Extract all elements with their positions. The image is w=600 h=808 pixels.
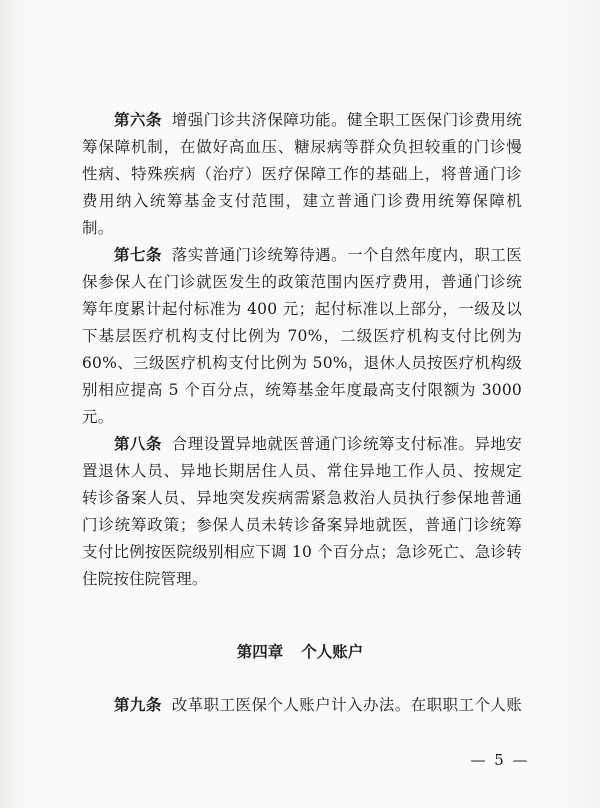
article-7-line-6: 别相应提高 5 个百分点，统筹基金年度最高支付限额为 3000 — [82, 381, 522, 399]
chapter-number: 第四章 — [236, 643, 284, 661]
page-number: — 5 — — [470, 751, 530, 769]
article-8-line-5: 支付比例按医院级别相应下调 10 个百分点；急诊死亡、急诊转 — [82, 543, 522, 561]
article-8-line-3: 转诊备案人员、异地突发疾病需紧急救治人员执行参保地普通 — [82, 489, 522, 507]
article-6-line-5: 制。 — [82, 219, 114, 237]
article-8-label: 第八条 — [114, 435, 162, 453]
article-7-line-3: 筹年度累计起付标准为 400 元；起付标准以上部分，一级及以 — [82, 300, 522, 318]
article-7-label: 第七条 — [114, 246, 162, 264]
chapter-title: 个人账户 — [301, 643, 364, 661]
article-8-line-6: 住院按住院管理。 — [82, 570, 208, 588]
article-7-line-5: 60%、三级医疗机构支付比例为 50%，退休人员按医疗机构级 — [82, 354, 522, 372]
article-6-line-4: 费用纳入统筹基金支付范围，建立普通门诊费用统筹保障机 — [82, 192, 522, 210]
article-9-label: 第九条 — [114, 696, 162, 714]
article-8-line-4: 门诊统筹政策；参保人员未转诊备案异地就医，普通门诊统筹 — [82, 516, 522, 534]
article-7-line-2: 保参保人在门诊就医发生的政策范围内医疗费用，普通门诊统 — [82, 273, 522, 291]
article-9-line-1: 第九条 改革职工医保个人账户计入办法。在职职工个人账 — [114, 696, 522, 714]
article-6-line-2: 筹保障机制，在做好高血压、糖尿病等群众负担较重的门诊慢 — [82, 138, 522, 156]
chapter-heading — [0, 640, 600, 665]
article-8-line-1: 第八条 合理设置异地就医普通门诊统筹支付标准。异地安 — [114, 435, 522, 453]
article-7-line-7: 元。 — [82, 408, 114, 426]
article-6-line-1: 第六条 增强门诊共济保障功能。健全职工医保门诊费用统 — [114, 111, 522, 129]
article-6-line-3: 性病、特殊疾病（治疗）医疗保障工作的基础上，将普通门诊 — [82, 165, 522, 183]
article-7-line-4: 下基层医疗机构支付比例为 70%，二级医疗机构支付比例为 — [82, 327, 522, 345]
article-6-label: 第六条 — [114, 111, 162, 129]
article-8-line-2: 置退休人员、异地长期居住人员、常住异地工作人员、按规定 — [82, 462, 522, 480]
article-7-line-1: 第七条 落实普通门诊统筹待遇。一个自然年度内，职工医 — [114, 246, 522, 264]
